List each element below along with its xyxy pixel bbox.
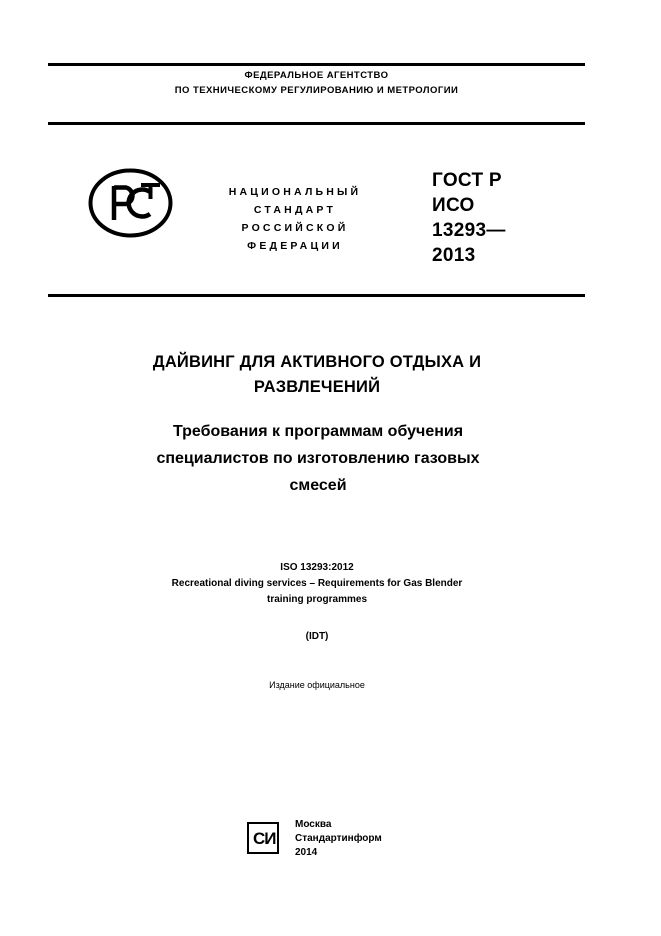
national-standard-line-4: ФЕДЕРАЦИИ [247, 240, 343, 252]
national-standard-line-1: НАЦИОНАЛЬНЫЙ [228, 186, 362, 198]
standartinform-logo-text: СИ [253, 829, 276, 848]
standard-code-line-2: ИСО [432, 195, 475, 216]
standard-code [432, 168, 602, 268]
standartinform-logo-icon [247, 822, 279, 854]
national-standard-label [205, 183, 385, 255]
publisher-block [247, 818, 437, 870]
header-rule-top [48, 63, 585, 66]
iso-reference-line-2: Recreational diving services – Requirements for Gas Blender [171, 578, 463, 589]
document-title-line-1: ДАЙВИНГ ДЛЯ АКТИВНОГО ОТДЫХА И [152, 353, 482, 371]
document-subtitle-line-3: смесей [289, 477, 347, 494]
header-rule-bottom [48, 294, 585, 297]
national-standard-line-3: РОССИЙСКОЙ [241, 222, 349, 234]
standard-code-line-3: 13293— [432, 220, 506, 241]
document-title [78, 350, 556, 400]
document-title-line-2: РАЗВЛЕЧЕНИЙ [253, 378, 381, 396]
agency-line-1: ФЕДЕРАЛЬНОЕ АГЕНТСТВО [244, 70, 389, 81]
document-subtitle-line-1: Требования к программам обучения [172, 423, 464, 440]
iso-reference-line-3: training programmes [266, 594, 368, 605]
iso-reference [78, 560, 556, 608]
publisher-text [295, 818, 435, 860]
document-subtitle [62, 418, 574, 499]
standard-code-line-4: 2013 [432, 245, 476, 266]
document-subtitle-line-2: специалистов по изготовлению газовых [156, 450, 480, 467]
iso-reference-line-1: ISO 13293:2012 [280, 562, 354, 573]
publisher-city: Москва [295, 819, 332, 830]
equivalence-degree: (IDT) [305, 631, 329, 642]
agency-header [48, 68, 585, 98]
gost-r-emblem-icon [88, 168, 173, 238]
official-edition-note: Издание официальное [269, 680, 365, 690]
agency-line-2: ПО ТЕХНИЧЕСКОМУ РЕГУЛИРОВАНИЮ И МЕТРОЛОГИИ [174, 85, 459, 96]
standard-code-line-1: ГОСТ Р [432, 170, 502, 191]
publisher-year: 2014 [295, 847, 318, 858]
header-rule-middle [48, 122, 585, 125]
publisher-name: Стандартинформ [295, 833, 382, 844]
national-standard-line-2: СТАНДАРТ [253, 204, 337, 216]
